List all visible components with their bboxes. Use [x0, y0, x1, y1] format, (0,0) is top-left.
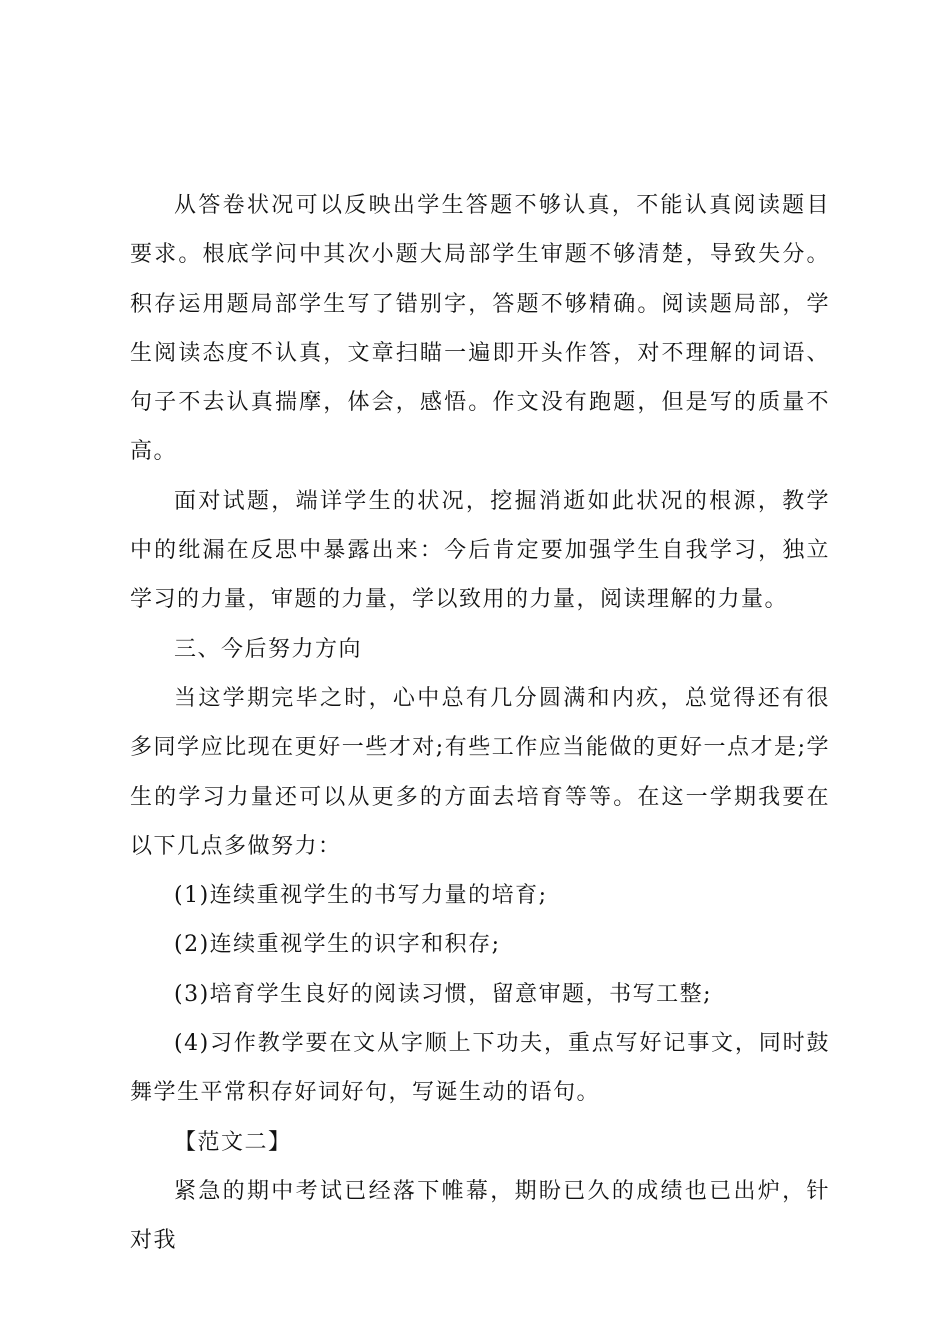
list-item-1: (1)连续重视学生的书写力量的培育; — [174, 883, 548, 909]
paragraph-sample-two-intro: 紧急的期中考试已经落下帷幕，期盼已久的成绩也已出炉，针对我 — [130, 1178, 830, 1254]
list-item-4: (4)习作教学要在文从字顺上下功夫，重点写好记事文，同时鼓舞学生平常积存好词好句，写诞生动的语句。 — [130, 1031, 830, 1106]
paragraph-reflection: 面对试题，端详学生的状况，挖掘消逝如此状况的根源，教学中的纰漏在反思中暴露出来：今后肯定要加强学生自我学习，独立学习的力量，审题的力量，学以致用的力量，阅读理解的力量。 — [130, 488, 830, 613]
list-item-3: (3)培育学生良好的阅读习惯，留意审题，书写工整; — [174, 981, 713, 1007]
list-item-2: (2)连续重视学生的识字和积存; — [174, 932, 501, 958]
section-heading-future-direction: 三、今后努力方向 — [174, 636, 363, 662]
section-heading-sample-two: 【范文二】 — [174, 1129, 292, 1155]
paragraph-semester-end: 当这学期完毕之时，心中总有几分圆满和内疚，总觉得还有很多同学应比现在更好一些才对;有些工作应当能做的更好一点才是;学生的学习力量还可以从更多的方面去培育等等。在这一学期我要在以下几点多做努力： — [130, 685, 830, 859]
paragraph-exam-analysis: 从答卷状况可以反映出学生答题不够认真，不能认真阅读题目要求。根底学问中其次小题大局部学生审题不够清楚，导致失分。积存运用题局部学生写了错别字，答题不够精确。阅读题局部，学生阅读态度不认真，文章扫瞄一遍即开头作答，对不理解的词语、句子不去认真揣摩，体会，感悟。作文没有跑题，但是写的质量不高。 — [130, 193, 830, 465]
document-body — [130, 181, 830, 1266]
